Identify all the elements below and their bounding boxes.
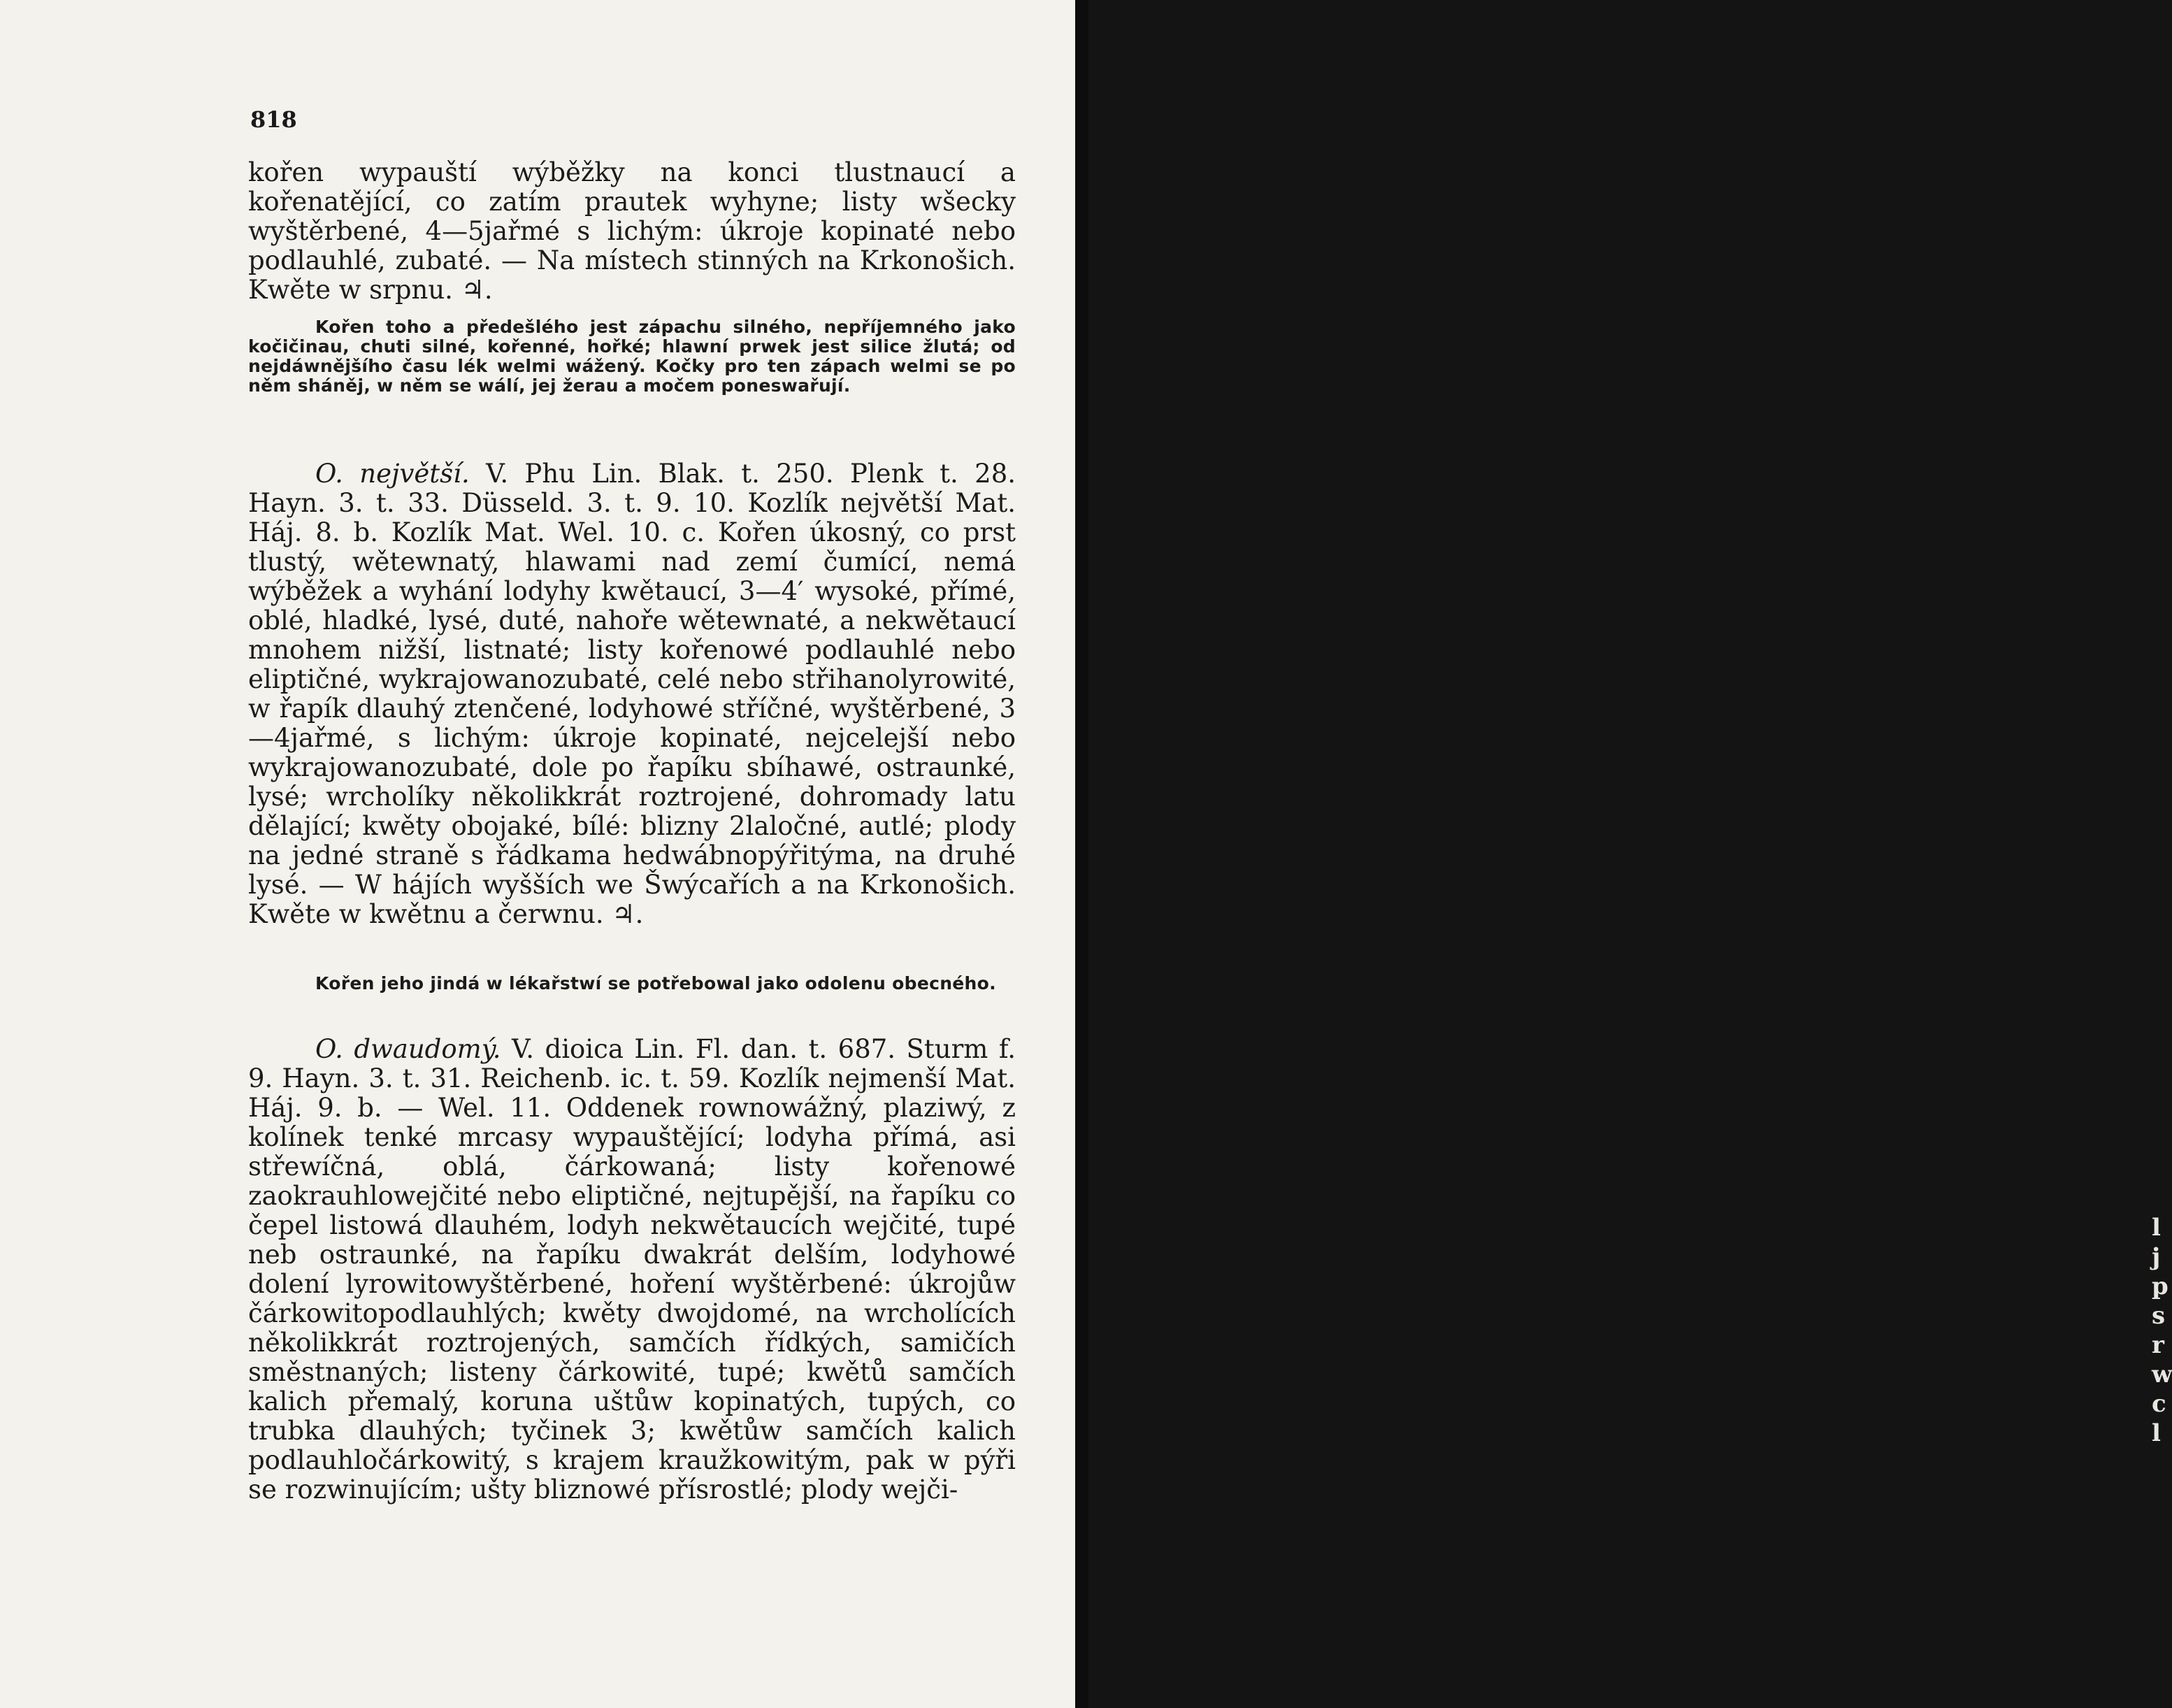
bleed-letter: s <box>2152 1302 2166 1330</box>
paragraph-species-largest <box>248 459 1016 929</box>
species-name-largest: O. největší. <box>315 459 470 489</box>
species-description-dioecious: V. dioica Lin. Fl. dan. t. 687. Sturm f. 9. Hayn. 3. t. 31. Reichenb. ic. t. 59. Kozlík nejmenší Mat. Háj. 9. b. — Wel. 11. Oddenek rownowážný, plaziwý, z kolínek tenké mrcasy wypauštějící; lodyha přímá, asi střewíčná, oblá, čárkowaná; listy kořenowé zaokrauhlowejčité nebo eliptičné, nejtupější, na řapíku co čepel listowá dlauhém, lodyh nekwětaucích wejčité, tupé neb ostraunké, na řapíku dwakrát delším, lodyhowé dolení lyrowitowyštěrbené, hoření wyštěrbené: úkrojůw čárkowitopodlauhlých; kwěty dwojdomé, na wrcholících několikkrát roztrojených, samčích řídkých, samičích směstnaných; listeny čárkowité, tupé; kwětů samčích kalich přemalý, koruna uštůw kopinatých, tupých, co trubka dlauhých; tyčinek 3; kwětůw samčích kalich podlauhločárkowitý, s krajem kraužkowitým, pak w pýři se rozwinujícím; ušty bliznowé přísrostlé; plody wejči- <box>248 1034 1016 1505</box>
page-number: 818 <box>250 106 297 133</box>
species-description-largest: V. Phu Lin. Blak. t. 250. Plenk t. 28. Hayn. 3. t. 33. Düsseld. 3. t. 9. 10. Kozlík největší Mat. Háj. 8. b. Kozlík Mat. Wel. 10. c. Kořen úkosný, co prst tlustý, wětewnatý, hlawami nad zemí čumící, nemá wýběžek a wyhání lodyhy kwětaucí, 3—4′ wysoké, přímé, oblé, hladké, lysé, duté, nahoře wětewnaté, a nekwětaucí mnohem nižší, listnaté; listy kořenowé podlauhlé nebo eliptičné, wykrajowanozubaté, celé nebo střihanolyrowité, w řapík dlauhý ztenčené, lodyhowé stříčné, wyštěrbené, 3—4jařmé, s lichým: úkroje kopinaté, nejcelejší nebo wykrajowanozubaté, dole po řapíku sbíhawé, ostraunké, lysé; wrcholíky několikkrát roztrojené, dohromady latu dělající; kwěty obojaké, bílé: blizny 2laločné, autlé; plody na jedné straně s řádkama hedwábnopýřitýma, na druhé lysé. — W hájích wyšších we Šwýcařích a na Krkonošich. Kwěte w kwětnu a čerwnu. ♃. <box>248 459 1016 929</box>
paragraph-continuation: kořen wypauští wýběžky na konci tlustnaucí a kořenatějící, co zatím prautek wyhyne; listy wšecky wyštěrbené, 4—5jařmé s lichým: úkroje kopinaté nebo podlauhlé, zubaté. — Na místech stinných na Krkonošich. Kwěte w srpnu. ♃. <box>248 157 1016 305</box>
bleed-letter: l <box>2152 1214 2161 1242</box>
adjacent-page-edge <box>1075 0 2172 1708</box>
species-name-dioecious: O. dwaudomý. <box>315 1034 501 1064</box>
bleed-letter: p <box>2152 1272 2169 1300</box>
note-block <box>248 317 1016 396</box>
bleed-letter: l <box>2152 1419 2161 1447</box>
note-medicinal-use: Kořen jeho jindá w lékařstwí se potřebowal jako odolenu obecného. <box>315 973 996 993</box>
species-entry <box>248 459 1016 929</box>
bleed-letter: c <box>2152 1390 2166 1418</box>
book-page <box>0 0 1075 1708</box>
bleed-letter: r <box>2152 1331 2164 1359</box>
text-column <box>248 158 1016 305</box>
bleed-letter: j <box>2152 1243 2161 1271</box>
note-root-smell: Kořen toho a předešlého jest zápachu silného, nepříjemného jako kočičinau, chuti silné, kořenné, hořké; hlawní prwek jest silice žlutá; od nejdáwnějšího času lék welmi wážený. Kočky pro ten zápach welmi se po něm sháněj, w něm se wálí, jej žerau a močem poneswařují. <box>248 317 1016 396</box>
species-entry <box>248 1035 1016 1505</box>
paragraph-species-dioecious <box>248 1035 1016 1505</box>
bleed-letter: w <box>2152 1361 2172 1388</box>
note-block <box>248 974 1016 993</box>
